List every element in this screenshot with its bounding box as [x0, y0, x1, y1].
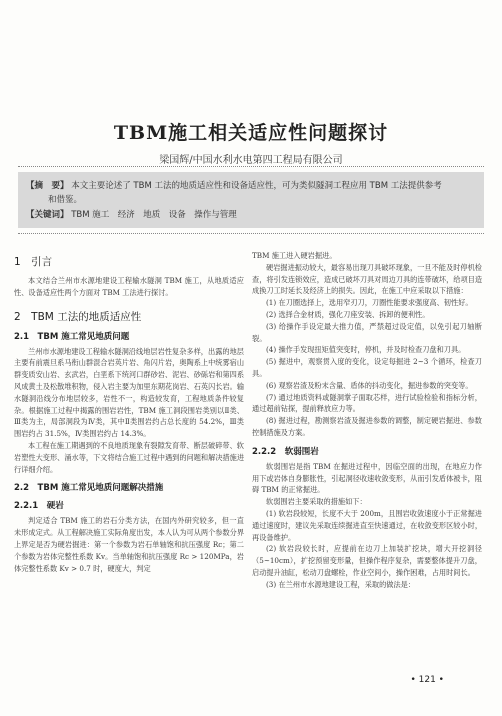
soft-rock-measure-3: (3) 在兰州市水源地建设工程，采取的做法是：: [266, 579, 416, 589]
intro-paragraph: 本文结合兰州市水源地建设工程输水隧洞 TBM 施工，从地质适应性、设备适应性两个方面对 TBM 工法进行探讨。: [14, 276, 244, 297]
measure-3: (3) 给操作手设定最大推力值，严禁超过设定值，以免引起刀轴断裂。: [252, 321, 482, 343]
section-2-2-heading: 2.2 TBM 施工常见地质问题解决措施: [14, 483, 164, 494]
section-2-2-1-paragraph: 判定适合 TBM 施工的岩石分类方法，在国内外研究较多，但一直未形成定式。从工程解决施工实际角度出发，本人认为可从两个参数分界上界定是否为硬岩掘进：第一个参数为岩石单轴饱和抗压强度 Rc；第二个参数为岩体完整性系数 Kv。当单轴饱和抗压强度 Rc > 120MPa，岩体完整性系数 Kv > 0.7 时，硬度大，判定: [14, 516, 245, 573]
section-2-2-1-heading: 2.2.1 硬岩: [14, 501, 64, 512]
soft-rock-paragraph-2: 软弱围岩主要采取的措施如下：: [266, 497, 367, 507]
measure-7: (7) 通过地质资料或隧洞掌子面取芯样，进行试验检验和指标分析，通过超前钻探，提前释放应力等。: [252, 392, 482, 414]
measure-1: (1) 在刀圈选择上，选用窄刃刀，刀圈性能要求强度高、韧性好。: [266, 298, 473, 308]
measure-5: (5) 掘进中，观察贯入度的变化，设定每掘进 2~3 个循环，检查刀具。: [252, 357, 482, 378]
measure-4: (4) 操作手发现扭矩值突变时，停机，并及时检查刀盘和刀具。: [266, 345, 466, 355]
abstract-text-1: 本文主要论述了 TBM 工法的地质适应性和设备适应性，可为类似隧洞工程应用 TBM 工法提供参考: [71, 181, 442, 191]
keywords-line: [26, 208, 237, 220]
abstract-line-1: [26, 179, 442, 191]
abstract-line-2: 和借鉴。: [48, 195, 83, 205]
measure-6: (6) 观察岩渣及粉末含量、盾体的抖动变化，掘进参数的突变等。: [266, 380, 473, 390]
abstract-label: 【摘 要】: [26, 181, 69, 191]
section-2-1-heading: 2.1 TBM 施工常见地质问题: [14, 331, 130, 342]
measure-8: (8) 掘进过程，勘测察岩渣及掘进参数的调整，制定硬岩掘进、参数控制措施及方案。: [252, 416, 482, 437]
paper-title: TBM施工相关适应性问题探讨: [113, 122, 389, 144]
right-paragraph-1: TBM 施工进入硬岩掘进。: [252, 251, 337, 260]
soft-rock-measure-1: (1) 软岩段较短，长度不大于 200m，且围岩收敛速度小于正常掘进通过速度时，建议先采取连续掘进直至快速通过，在收敛变形区较小时，再设备维护。: [252, 508, 483, 542]
page-number: • 121 •: [410, 675, 444, 685]
divider-bottom: [18, 233, 484, 234]
keywords-text: TBM 施工 经济 地质 设备 操作与管理: [71, 210, 237, 220]
section-2-heading: 2 TBM 工法的地质适应性: [14, 310, 142, 323]
left-column: [14, 250, 244, 574]
abstract-box: [18, 172, 484, 228]
right-column: [252, 250, 482, 591]
divider-top: [18, 166, 484, 167]
measure-2: (2) 选择合金材质，强化刀座安装、拆卸的便利性。: [266, 309, 430, 319]
author-line: 梁国辉/中国水利水电第四工程局有限公司: [159, 155, 343, 166]
section-1-heading: 1 引言: [14, 256, 53, 268]
soft-rock-paragraph-1: 软弱围岩是指 TBM 在掘进过程中，因临空面的出现，在地应力作用下或岩体自身膨胀性，引起洞径收速收敛变形，从而引发盾体被卡，阻碍 TBM 的正常掘进。: [252, 461, 483, 495]
section-2-2-2-heading: 2.2.2 软弱围岩: [252, 446, 319, 457]
right-paragraph-2: 硬岩掘进振动较大，最容易出现刀具破坏现象，一旦不能及时停机检查，将引发连锁效应，造成已破坏刀具对周边刀具的连带破坏，给项目造成换刀工时延长及经济上的损失。因此，在施工中应采取以下措施：: [252, 262, 483, 296]
keywords-label: 【关键词】: [26, 210, 69, 220]
section-2-1-paragraph-2: 本工程在施工期遇到的不良地质现象有裂隙发育带、断层破碎带、软岩塑性大变形、涌水等，下文将结合施工过程中遇到的问题和解决措施进行详细介绍。: [14, 440, 245, 474]
section-2-1-paragraph-1: 兰州市水源地建设工程输水隧洞沿线地层岩性复杂多样，出露的地层主要有前震旦系马衔山群混合岩英片岩、角闪片岩，奥陶系上中统雾宿山群变质安山岩、玄武岩，白垩系下统河口群砂岩、泥岩、砂砾岩和第四系风成黄土及松散堆积物，侵入岩主要为加里东期花岗岩、石英闪长岩。输水隧洞沿线分布地层较多，岩性不一，构造较发育，工程地质条件较复杂。根据施工过程中揭露的围岩岩性，TBM 施工洞段围岩类别以Ⅱ类、Ⅲ类为主，局部洞段为Ⅳ类，其中Ⅱ类围岩约占总长度的 54.2%，Ⅲ类围岩约占 31.5%，Ⅳ类围岩约占 14.3%。: [14, 346, 245, 439]
soft-rock-measure-2: (2) 软岩段较长时，应提前在边刀上加装扩挖块，增大开挖洞径（5~10cm），扩挖预留变形量，但操作程序复杂，需要整体提升刀盘，启动提升油缸，松动刀盘螺栓，作业空间小，操作困难，占用时间长。: [252, 544, 482, 577]
